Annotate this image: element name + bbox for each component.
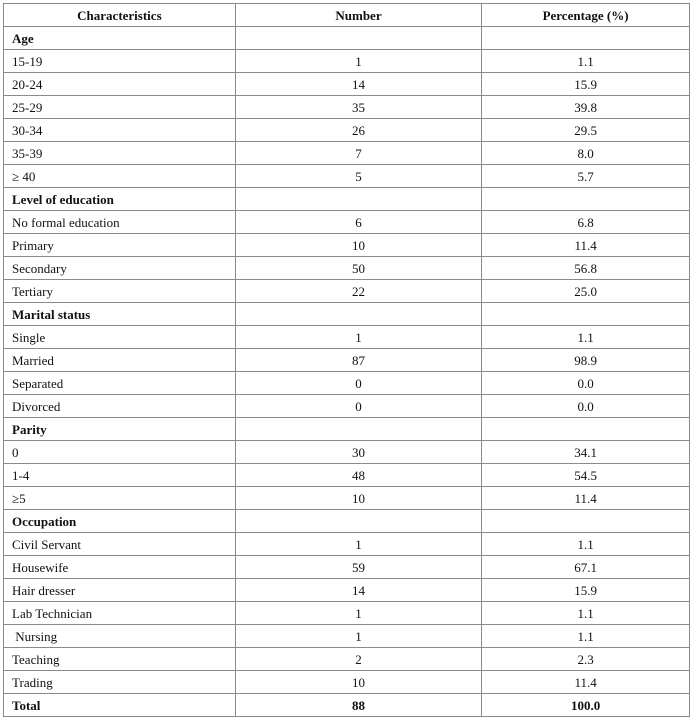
table-row bbox=[4, 234, 690, 257]
row-label: Trading bbox=[4, 671, 236, 694]
percentage-cell: 0.0 bbox=[482, 372, 690, 395]
total-row bbox=[4, 694, 690, 717]
row-label: ≥ 40 bbox=[4, 165, 236, 188]
percentage-cell bbox=[482, 418, 690, 441]
percentage-cell: 11.4 bbox=[482, 671, 690, 694]
section-label: Age bbox=[4, 27, 236, 50]
number-cell: 30 bbox=[235, 441, 481, 464]
number-cell: 1 bbox=[235, 533, 481, 556]
table-row bbox=[4, 579, 690, 602]
percentage-cell: 25.0 bbox=[482, 280, 690, 303]
row-label: Lab Technician bbox=[4, 602, 236, 625]
row-label: Primary bbox=[4, 234, 236, 257]
table-row bbox=[4, 464, 690, 487]
row-label: Civil Servant bbox=[4, 533, 236, 556]
row-label: 25-29 bbox=[4, 96, 236, 119]
number-cell: 87 bbox=[235, 349, 481, 372]
percentage-cell: 54.5 bbox=[482, 464, 690, 487]
number-cell: 10 bbox=[235, 234, 481, 257]
section-label: Level of education bbox=[4, 188, 236, 211]
table-row bbox=[4, 372, 690, 395]
section-row bbox=[4, 27, 690, 50]
percentage-cell: 1.1 bbox=[482, 533, 690, 556]
row-label: Nursing bbox=[4, 625, 236, 648]
row-label: Separated bbox=[4, 372, 236, 395]
percentage-cell: 67.1 bbox=[482, 556, 690, 579]
number-cell: 1 bbox=[235, 50, 481, 73]
row-label: Divorced bbox=[4, 395, 236, 418]
table-row bbox=[4, 165, 690, 188]
number-cell: 1 bbox=[235, 602, 481, 625]
percentage-cell: 100.0 bbox=[482, 694, 690, 717]
number-cell: 10 bbox=[235, 487, 481, 510]
number-cell: 50 bbox=[235, 257, 481, 280]
percentage-cell: 0.0 bbox=[482, 395, 690, 418]
row-label: ≥5 bbox=[4, 487, 236, 510]
table-row bbox=[4, 50, 690, 73]
percentage-cell bbox=[482, 303, 690, 326]
row-label: Secondary bbox=[4, 257, 236, 280]
number-cell: 1 bbox=[235, 625, 481, 648]
number-cell: 7 bbox=[235, 142, 481, 165]
number-cell bbox=[235, 188, 481, 211]
section-row bbox=[4, 418, 690, 441]
percentage-cell bbox=[482, 27, 690, 50]
row-label: Total bbox=[4, 694, 236, 717]
table-row bbox=[4, 556, 690, 579]
number-cell: 26 bbox=[235, 119, 481, 142]
number-cell: 88 bbox=[235, 694, 481, 717]
percentage-cell: 15.9 bbox=[482, 579, 690, 602]
table-row bbox=[4, 648, 690, 671]
table-row bbox=[4, 326, 690, 349]
section-label: Occupation bbox=[4, 510, 236, 533]
percentage-cell: 56.8 bbox=[482, 257, 690, 280]
percentage-cell: 11.4 bbox=[482, 234, 690, 257]
table-row bbox=[4, 395, 690, 418]
percentage-cell bbox=[482, 510, 690, 533]
table-row bbox=[4, 487, 690, 510]
percentage-cell: 29.5 bbox=[482, 119, 690, 142]
percentage-cell: 6.8 bbox=[482, 211, 690, 234]
number-cell: 14 bbox=[235, 579, 481, 602]
row-label: 1-4 bbox=[4, 464, 236, 487]
row-label: 30-34 bbox=[4, 119, 236, 142]
number-cell: 48 bbox=[235, 464, 481, 487]
header-number: Number bbox=[235, 4, 481, 27]
header-characteristics: Characteristics bbox=[4, 4, 236, 27]
percentage-cell: 98.9 bbox=[482, 349, 690, 372]
table-row bbox=[4, 625, 690, 648]
row-label: No formal education bbox=[4, 211, 236, 234]
number-cell bbox=[235, 303, 481, 326]
table-row bbox=[4, 257, 690, 280]
percentage-cell: 15.9 bbox=[482, 73, 690, 96]
row-label: Teaching bbox=[4, 648, 236, 671]
table-row bbox=[4, 280, 690, 303]
row-label: 0 bbox=[4, 441, 236, 464]
percentage-cell bbox=[482, 188, 690, 211]
number-cell: 35 bbox=[235, 96, 481, 119]
row-label: 15-19 bbox=[4, 50, 236, 73]
number-cell: 14 bbox=[235, 73, 481, 96]
number-cell: 1 bbox=[235, 326, 481, 349]
percentage-cell: 1.1 bbox=[482, 326, 690, 349]
table-row bbox=[4, 671, 690, 694]
row-label: Tertiary bbox=[4, 280, 236, 303]
percentage-cell: 8.0 bbox=[482, 142, 690, 165]
table-row bbox=[4, 441, 690, 464]
number-cell: 10 bbox=[235, 671, 481, 694]
section-label: Marital status bbox=[4, 303, 236, 326]
row-label: Single bbox=[4, 326, 236, 349]
section-row bbox=[4, 188, 690, 211]
table-row bbox=[4, 211, 690, 234]
number-cell bbox=[235, 510, 481, 533]
percentage-cell: 34.1 bbox=[482, 441, 690, 464]
percentage-cell: 1.1 bbox=[482, 625, 690, 648]
percentage-cell: 1.1 bbox=[482, 50, 690, 73]
table-row bbox=[4, 142, 690, 165]
table-row bbox=[4, 602, 690, 625]
percentage-cell: 1.1 bbox=[482, 602, 690, 625]
table-row bbox=[4, 119, 690, 142]
percentage-cell: 2.3 bbox=[482, 648, 690, 671]
section-label: Parity bbox=[4, 418, 236, 441]
table-row bbox=[4, 533, 690, 556]
number-cell: 0 bbox=[235, 395, 481, 418]
percentage-cell: 11.4 bbox=[482, 487, 690, 510]
number-cell: 22 bbox=[235, 280, 481, 303]
number-cell bbox=[235, 27, 481, 50]
table-header-row bbox=[4, 4, 690, 27]
percentage-cell: 5.7 bbox=[482, 165, 690, 188]
section-row bbox=[4, 510, 690, 533]
number-cell: 6 bbox=[235, 211, 481, 234]
table-row bbox=[4, 73, 690, 96]
row-label: Married bbox=[4, 349, 236, 372]
number-cell: 2 bbox=[235, 648, 481, 671]
characteristics-table bbox=[3, 3, 690, 717]
number-cell: 59 bbox=[235, 556, 481, 579]
row-label: 20-24 bbox=[4, 73, 236, 96]
section-row bbox=[4, 303, 690, 326]
number-cell: 0 bbox=[235, 372, 481, 395]
number-cell bbox=[235, 418, 481, 441]
row-label: 35-39 bbox=[4, 142, 236, 165]
row-label: Housewife bbox=[4, 556, 236, 579]
percentage-cell: 39.8 bbox=[482, 96, 690, 119]
row-label: Hair dresser bbox=[4, 579, 236, 602]
table-row bbox=[4, 96, 690, 119]
header-percentage: Percentage (%) bbox=[482, 4, 690, 27]
number-cell: 5 bbox=[235, 165, 481, 188]
table-row bbox=[4, 349, 690, 372]
